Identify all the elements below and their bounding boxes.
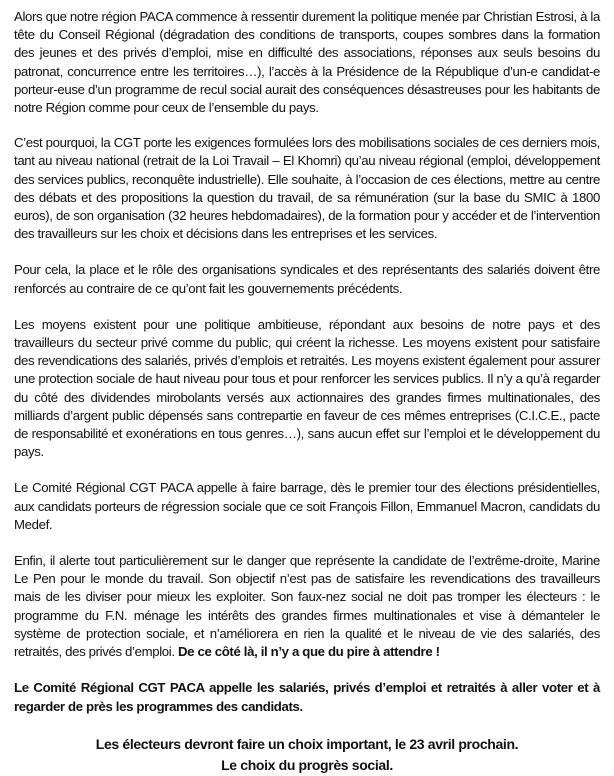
closing-line-2: Le choix du progrès social. <box>221 756 393 773</box>
paragraph-cgt-demands: C’est pourquoi, la CGT porte les exigences formulées lors des mobilisations sociales de ces derniers mois, tant au niveau national (retrait de la Loi Travail – El Khomri) qu’au niveau régional (emploi, développement des services publics, reconquête industrielle). Elle souhaite, à l’occasion de ces élections, mettre au centre des débats et des propositions la question du travail, de sa rémunération (sur la base du SMIC à 1800 euros), de son organisation (32 heures hebdomadaires), de la formation pour y accéder et de l’intervention des travailleurs sur les choix et décisions dans les entreprises et les services. <box>14 135 600 242</box>
far-right-warning-bold: De ce côté là, il n’y a que du pire à attendre ! <box>177 644 440 660</box>
paragraph-far-right-warning <box>14 552 600 661</box>
paragraph-paca-region: Alors que notre région PACA commence à ressentir durement la politique menée par Christian Estrosi, à la tête du Conseil Régional (dégradation des conditions de transports, coupes sombres dans la formation des jeunes et des privés d’emploi, mise en difficulté des associations, réponses aux seuls besoins du patronat, concurrence entre les territoires…), l’accès à la Présidence de la République d’un-e candidat-e porteur-euse d’un programme de recul social aurait des conséquences désastreuses pour les habitants de notre Région comme pour ceux de l’ensemble du pays. <box>14 9 600 116</box>
paragraph-union-role: Pour cela, la place et le rôle des organisations syndicales et des représentants des salariés doivent être renforcés au contraire de ce qu’ont fait les gouvernements précédents. <box>14 262 600 296</box>
far-right-warning-text: Enfin, il alerte tout particulièrement sur le danger que représente la candidate de l’extrême-droite, Marine Le Pen pour le monde du travail. Son objectif n’est pas de satisfaire les revendications des travailleurs mais de les diviser pour mieux les exploiter. Son faux-nez social ne doit pas tromper les électeurs : le programme du F.N. ménage les intérêts des grandes firmes multinationales et vise à démanteler le système de protection sociale, et n’améliorera en rien la qualité et le niveau de vie des salariés, des retraités, des privés d’emploi. <box>14 553 600 660</box>
closing-line-1: Les électeurs devront faire un choix important, le 23 avril prochain. <box>95 735 519 752</box>
paragraph-means-exist: Les moyens existent pour une politique ambitieuse, répondant aux besoins de notre pays et des travailleurs du secteur privé comme du public, qui créent la richesse. Les moyens existent pour satisfaire des revendications des salariés, privés d’emplois et retraités. Les moyens existent également pour assurer une protection sociale de haut niveau pour tous et pour renforcer les services publics. Il n’y a qu’à regarder du côté des dividendes mirobolants versés aux actionnaires des grandes firmes multinationales, des milliards d’argent public dépensés sans contrepartie en faveur de ces mêmes entreprises (C.I.C.E., pacte de responsabilité et exonérations en tous genres…), sans aucun effet sur l’emploi et le développement du pays. <box>14 316 600 460</box>
paragraph-vote-call: Le Comité Régional CGT PACA appelle les salariés, privés d’emploi et retraités à aller voter et à regarder de près les programmes des candidats. <box>14 680 600 714</box>
closing-statement <box>14 734 600 776</box>
paragraph-barrage-call: Le Comité Régional CGT PACA appelle à faire barrage, dès le premier tour des élections présidentielles, aux candidats porteurs de régression sociale que ce soit François Fillon, Emmanuel Macron, candidats du Medef. <box>14 480 600 532</box>
